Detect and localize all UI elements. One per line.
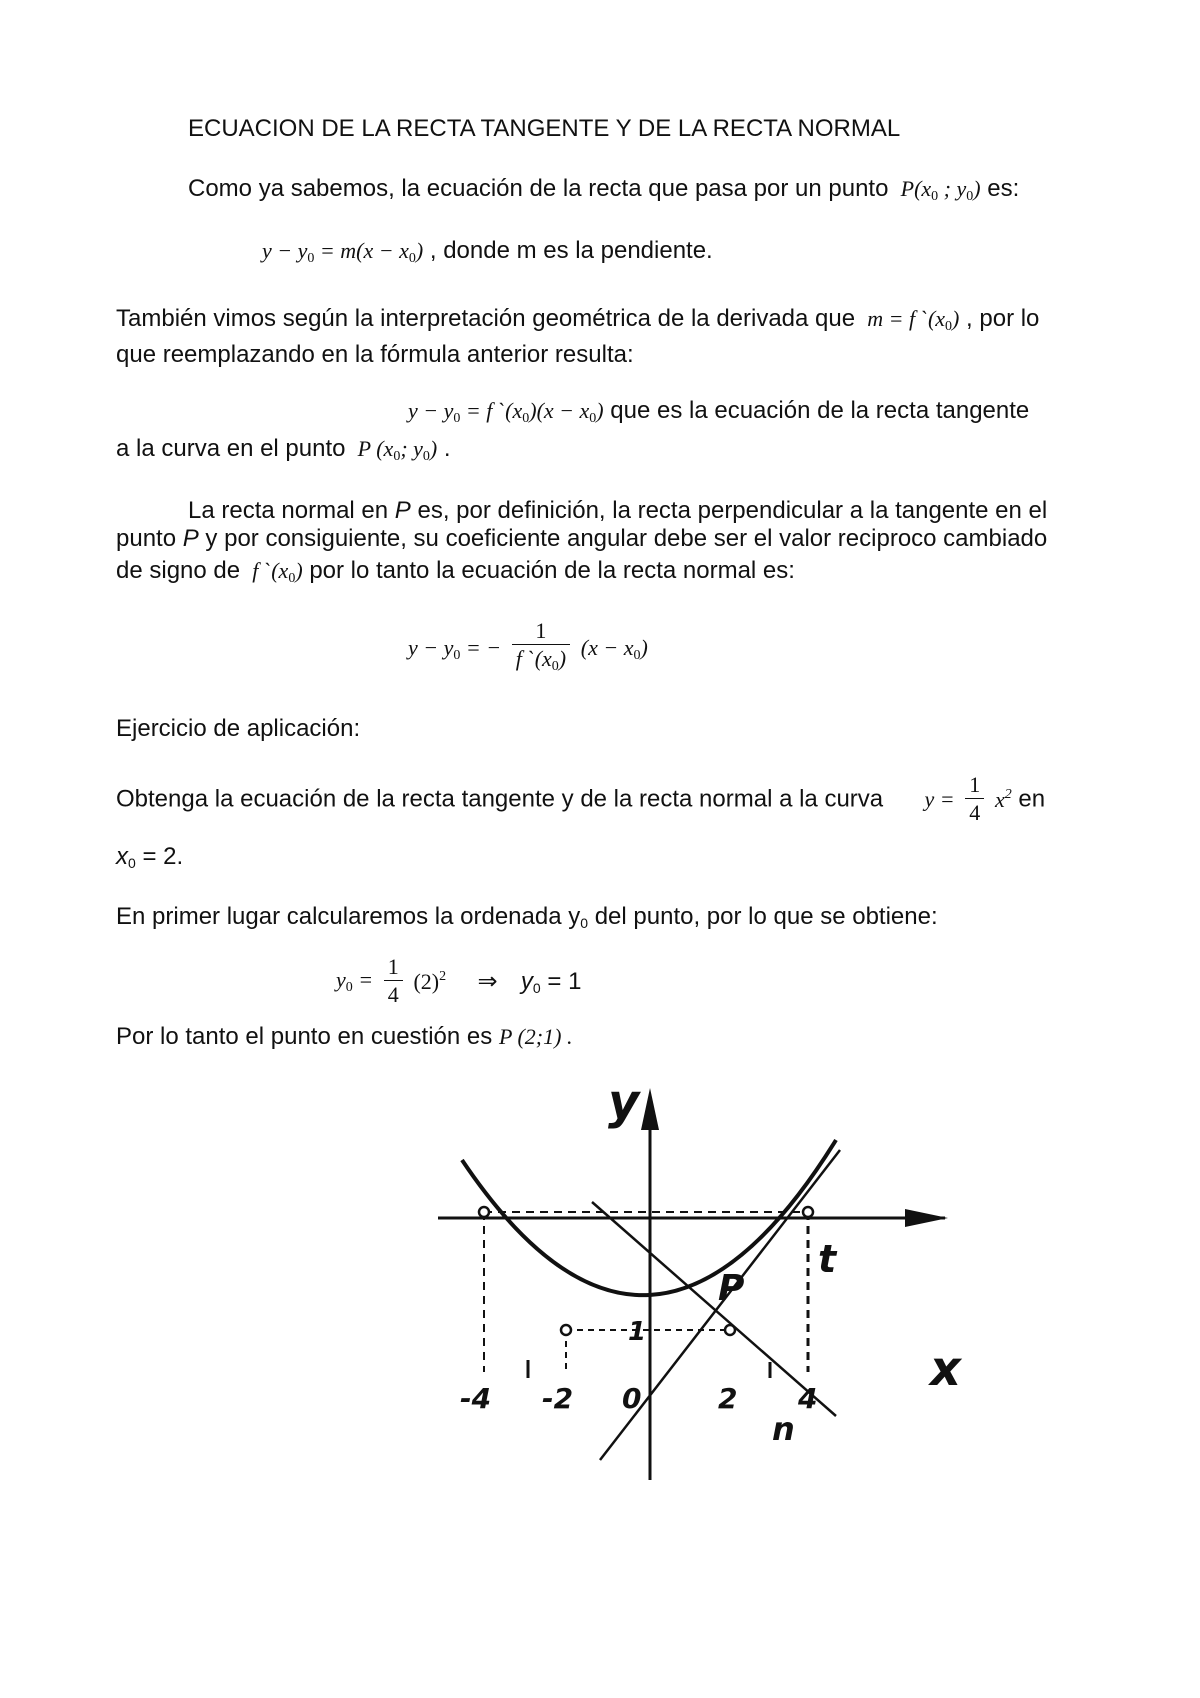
y0-fraction: $\frac{1}{4}$ [384, 954, 403, 1009]
x0-value: $x_0 = 2$. [116, 843, 184, 871]
exercise-line: Obtenga la ecuación de la recta tangente y de la recta normal a la curva y = $\frac{1}{4}$ $x^2$ en [116, 772, 1046, 825]
x-axis-label: x [930, 1341, 961, 1397]
normal-fraction: $\frac{1}{f ˋ(x_0)}$ [512, 618, 570, 681]
tick-label: -4 [460, 1382, 492, 1415]
point-marker [803, 1207, 813, 1217]
intro-text: Como ya sabemos, la ecuación de la recta que pasa por un punto [188, 175, 889, 202]
page-title: ECUACION DE LA RECTA TANGENTE Y DE LA RECTA NORMAL [188, 115, 901, 142]
y-axis-label: y [608, 1074, 640, 1130]
tick-label: 0 [622, 1382, 642, 1415]
normal-line-2: punto P y por consiguiente, su coeficiente angular debe ser el valor reciproco cambiado [116, 525, 1048, 552]
point-marker [479, 1207, 489, 1217]
conclusion-line: Por lo tanto el punto en cuestión es P (2;1) . [116, 1023, 573, 1050]
tick-label: 4 [798, 1382, 818, 1415]
normal-line-3: de signo de f $ˋ(x_0)$ por lo tanto la ecuación de la recta normal es: [116, 557, 795, 586]
line-equation: $y - y_0 = m(x - x_0)$ , donde m es la pendiente. [262, 237, 713, 266]
tick-label: -2 [542, 1382, 574, 1415]
point-marker [725, 1325, 735, 1335]
tick-label: 2 [718, 1382, 738, 1415]
label-p: P [718, 1268, 745, 1309]
x-axis-arrow [905, 1209, 948, 1227]
y0-calculation: $y_0$ = $\frac{1}{4}$ $(2)^2$ ⇒ $y_0 = 1$ [336, 954, 582, 1007]
normal-equation: $y - y_0$ = − $\frac{1}{f ˋ(x_0)}$ $(x - x_0)$ [408, 618, 648, 681]
y-axis-arrow [641, 1088, 659, 1130]
ordinate-line: En primer lugar calcularemos la ordenada $y_0$ del punto, por lo que se obtiene: [116, 903, 938, 931]
label-t: t [818, 1237, 837, 1281]
normal-line-1: La recta normal en P es, por definición, la recta perpendicular a la tangente en el [188, 497, 1048, 524]
intro-line: Como ya sabemos, la ecuación de la recta que pasa por un punto $P(x_0$ ; $y_0$) es: [188, 175, 1020, 204]
tick-label-one: 1 [628, 1317, 647, 1347]
derivative-line-1: También vimos según la interpretación geométrica de la derivada que m = f $ˋ(x_0)$ , por lo [116, 305, 1040, 334]
tangent-point-line: a la curva en el punto P ($x_0$; $y_0$) . [116, 435, 451, 464]
exercise-fraction: $\frac{1}{4}$ [965, 772, 984, 827]
exercise-label: Ejercicio de aplicación: [116, 715, 361, 742]
tangent-equation: $y - y_0 = f$ $ˋ(x_0)(x - x_0)$ que es la ecuación de la recta tangente [408, 397, 1030, 426]
label-n: n [772, 1410, 795, 1448]
derivative-line-2: que reemplazando en la fórmula anterior resulta: [116, 341, 634, 368]
point-p: P [900, 176, 915, 201]
point-marker [561, 1325, 571, 1335]
line-equation-text: , donde m es la pendiente. [429, 237, 713, 264]
